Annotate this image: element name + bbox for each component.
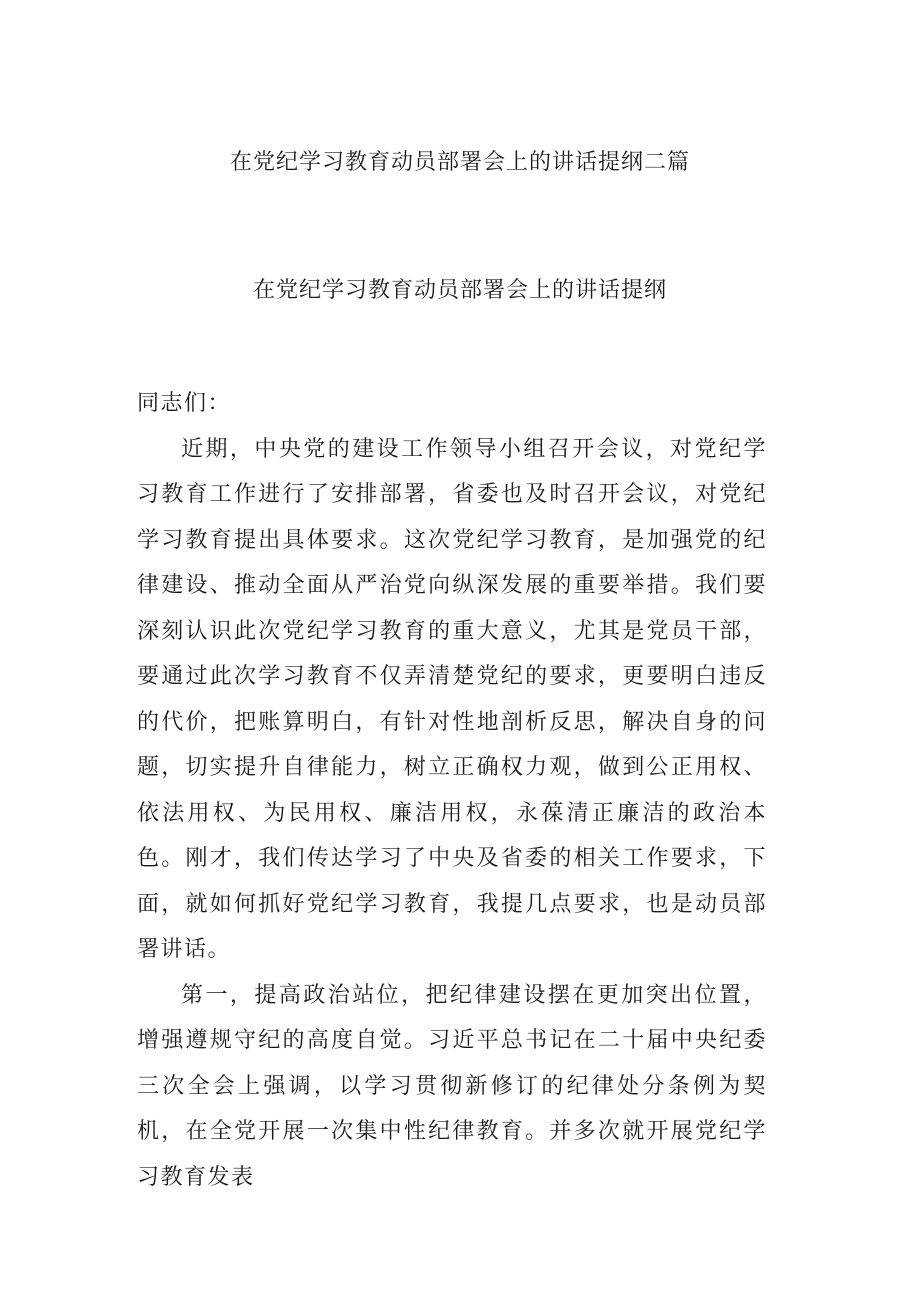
paragraph-2: 第一，提高政治站位，把纪律建设摆在更加突出位置，增强遵规守纪的高度自觉。习近平总书记在二十届中央纪委三次全会上强调，以学习贯彻新修订的纪律处分条例为契机，在全党开展一次集中性纪律教育。并多次就开展党纪学习教育发表 (137, 982, 767, 1190)
document-subtitle: 在党纪学习教育动员部署会上的讲话提纲 (252, 278, 667, 303)
paragraph-1: 近期，中央党的建设工作领导小组召开会议，对党纪学习教育工作进行了安排部署，省委也及时召开会议，对党纪学习教育提出具体要求。这次党纪学习教育，是加强党的纪律建设、推动全面从严治党向纵深发展的重要举措。我们要深刻认识此次党纪学习教育的重大意义，尤其是党员干部，要通过此次学习教育不仅弄清楚党纪的要求，更要明白违反的代价，把账算明白，有针对性地剖析反思，解决自身的问题，切实提升自律能力，树立正确权力观，做到公正用权、依法用权、为民用权、廉洁用权，永葆清正廉洁的政治本色。刚才，我们传达学习了中央及省委的相关工作要求，下面，就如何抓好党纪学习教育，我提几点要求，也是动员部署讲话。 (137, 436, 767, 962)
document-body (137, 381, 767, 1200)
salutation: 同志们： (137, 391, 232, 416)
document-title: 在党纪学习教育动员部署会上的讲话提纲二篇 (229, 150, 690, 175)
